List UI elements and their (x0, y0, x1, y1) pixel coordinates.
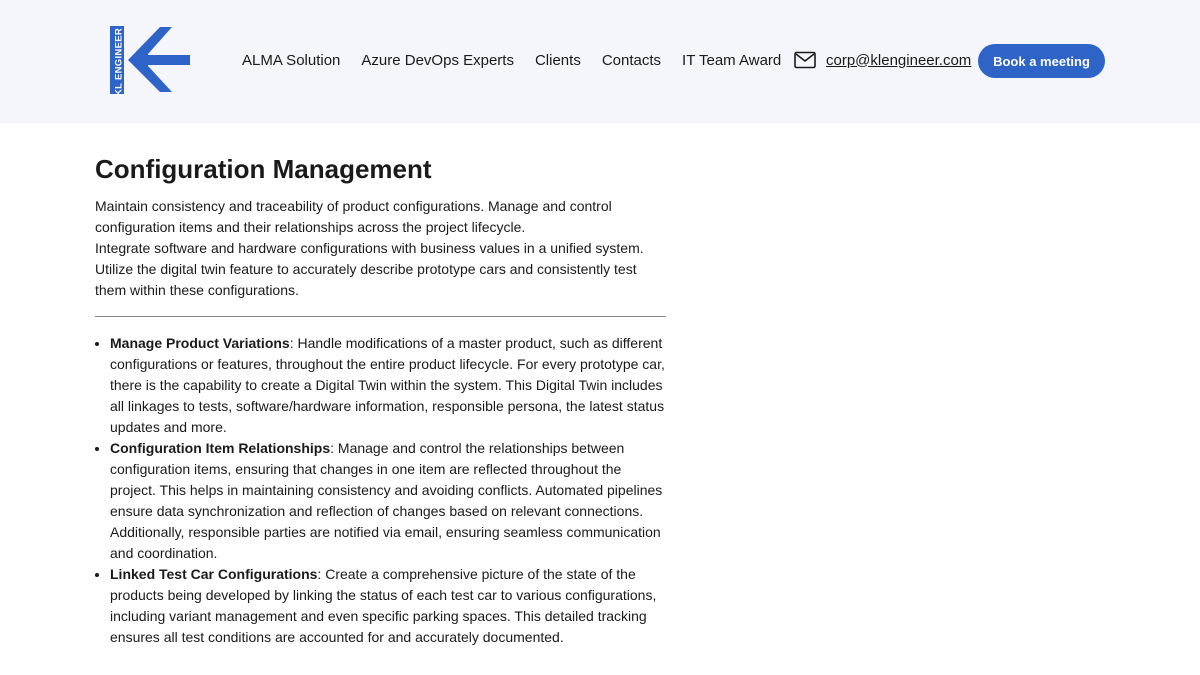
book-meeting-button[interactable]: Book a meeting (978, 44, 1105, 78)
main-content (95, 154, 667, 648)
main-nav (242, 52, 802, 70)
feature-description: : Manage and control the relationships between configuration items, ensuring that changes in one item are reflected throughout the project. This helps in maintaining consistency and avoiding conflicts. Automated pipelines ensure data synchronization and reflection of changes based on relevant connections. Additionally, responsible parties are notified via email, ensuring seamless communication and coordination. (110, 440, 663, 561)
feature-title: Manage Product Variations (110, 335, 290, 351)
site-header (0, 0, 1200, 123)
nav-item-it-team-award[interactable]: IT Team Award (682, 52, 782, 69)
brand-logo[interactable] (108, 24, 192, 98)
logo-text-box (110, 26, 125, 97)
feature-title: Linked Test Car Configurations (110, 566, 318, 582)
list-item (110, 438, 667, 564)
feature-description: : Handle modifications of a master product, such as different configurations or features, throughout the entire product lifecycle. For every prototype car, there is the capability to create a Digital Twin within the system. This Digital Twin includes all linkages to tests, software/hardware information, responsible persona, the latest status updates and more. (110, 335, 665, 435)
email-link[interactable]: corp@klengineer.com (826, 51, 972, 69)
contact-email (794, 51, 971, 69)
nav-item-clients[interactable]: Clients (534, 52, 581, 69)
nav-item-alma-solution[interactable]: ALMA Solution (242, 52, 341, 69)
arrow-left-logo-icon (124, 24, 192, 98)
nav-item-azure-devops-experts[interactable]: Azure DevOps Experts (361, 52, 514, 69)
feature-title: Configuration Item Relationships (110, 440, 331, 456)
intro-text (95, 196, 667, 301)
feature-description: : Create a comprehensive picture of the state of the products being developed by linking the status of each test car to various configurations, including variant management and even specific parking spaces. This detailed tracking ensures all test conditions are accounted for and accurately documented. (110, 566, 657, 645)
intro-paragraph-1: Maintain consistency and traceability of product configurations. Manage and control configuration items and their relationships across the project lifecycle. (95, 198, 612, 235)
logo-text: KL ENGINEER (113, 27, 125, 97)
list-item (110, 333, 667, 438)
envelope-icon (794, 51, 816, 69)
section-divider (95, 316, 666, 317)
feature-list (95, 333, 667, 648)
nav-item-contacts[interactable]: Contacts (601, 52, 662, 69)
intro-paragraph-2: Integrate software and hardware configurations with business values in a unified system. Utilize the digital twin feature to accurately describe prototype cars and consistently test them within these configurations. (95, 240, 644, 298)
page-title: Configuration Management (95, 154, 432, 184)
list-item (110, 564, 667, 648)
